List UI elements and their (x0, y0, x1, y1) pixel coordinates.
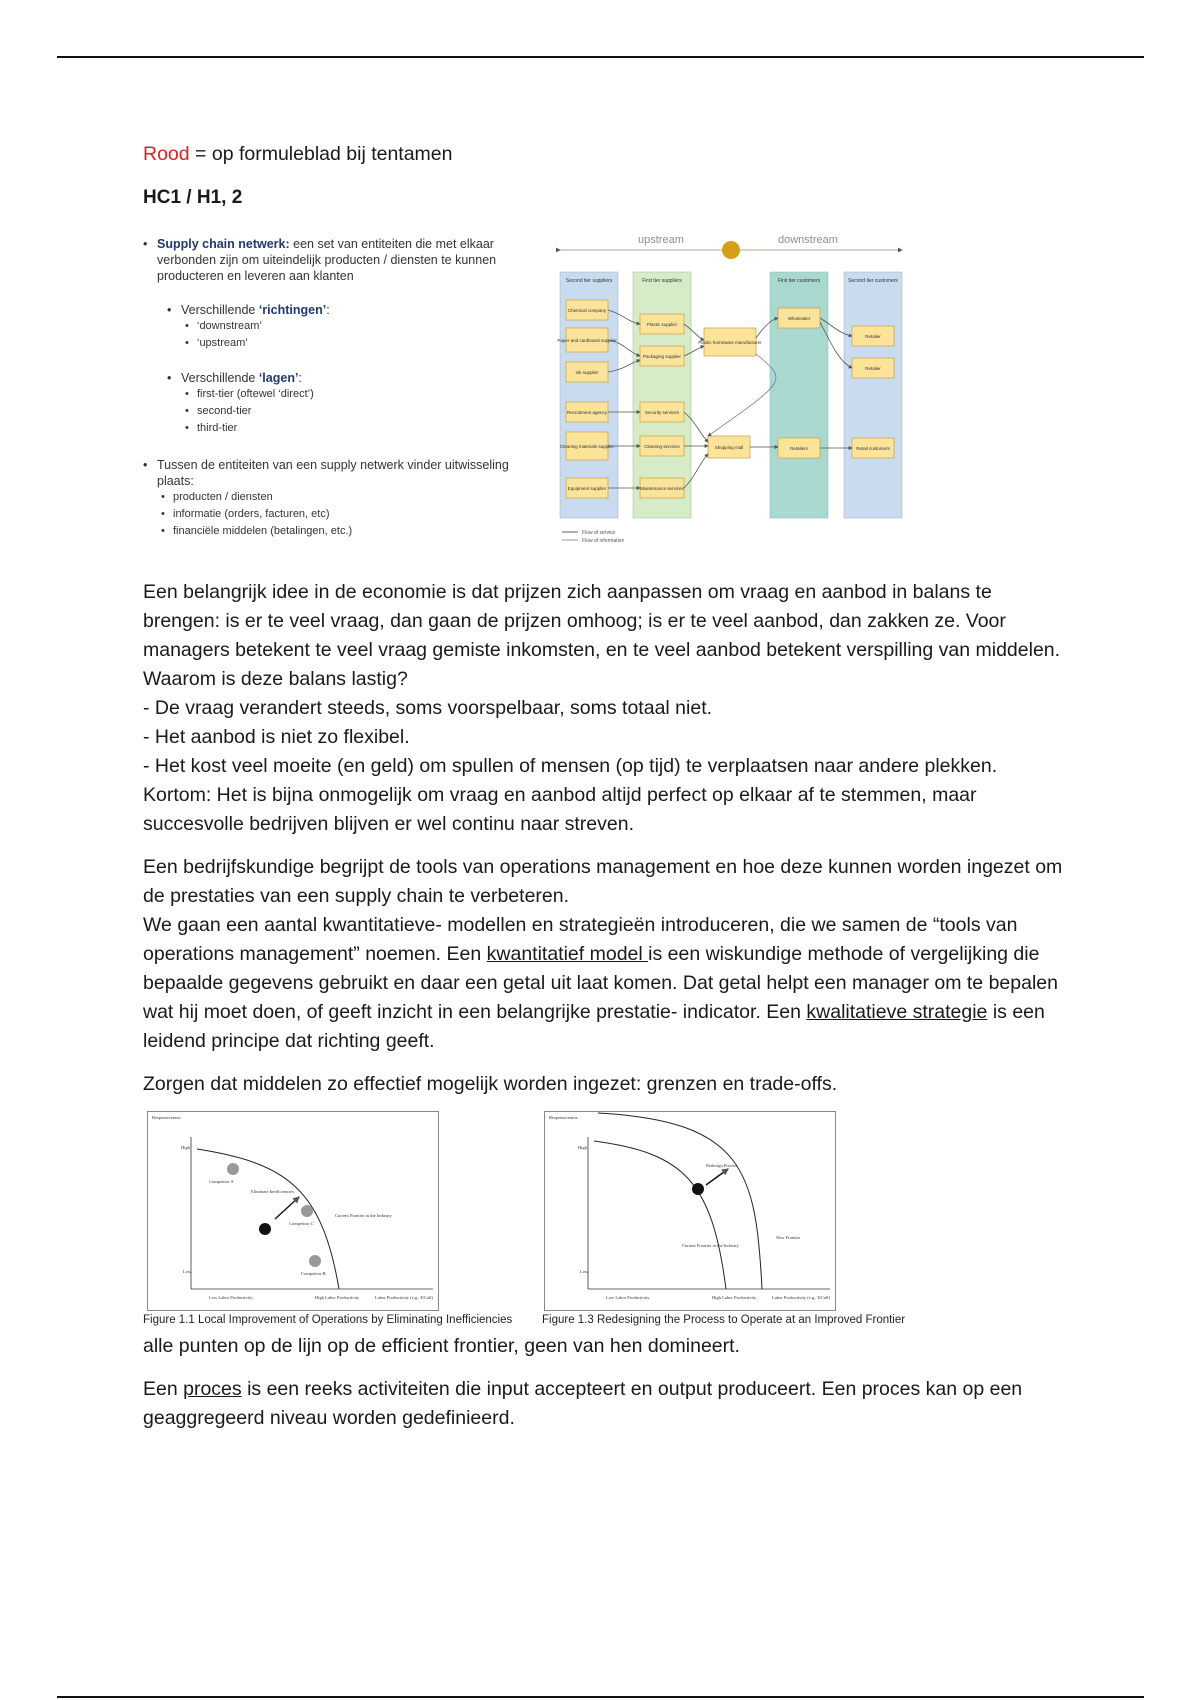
bullet-pre: Verschillende (181, 371, 259, 385)
bullet-bold: ‘lagen’ (258, 371, 299, 385)
top-rule (57, 56, 1144, 58)
box-label: Shopping mall (714, 445, 744, 450)
own-company-point (692, 1183, 704, 1195)
bullet-directions (143, 302, 513, 318)
figure-1-3-chart (544, 1111, 836, 1311)
legend-line (143, 140, 1073, 169)
tick-label-x: Low Labor Productivity (209, 1295, 253, 1300)
text-span: is een reeks activiteiten die input accepteert en output produceert. Een proces kan op een geaggregeerd niveau worden gedefinieerd. (143, 1378, 1023, 1429)
tick-label-x: High Labor Productivity (712, 1295, 757, 1300)
legend-entry: Flow of information (582, 538, 625, 544)
text-span: is een wiskundige methode of vergelijking die bepaalde gegevens gebruikt en daar een getal uit laat komen. Dat getal helpt een manager om te bepalen wat hij moet doen, of geeft inzicht in een belangrijke prestatie- indicator. Een (143, 943, 1058, 1023)
box-label: Packaging supplier (642, 354, 682, 359)
text-span: is een leidend principe dat richting geeft. (143, 1001, 1045, 1052)
box-label: Chemical company (567, 308, 607, 313)
box-label: Equipment supplier (567, 486, 607, 491)
bullet-exchange: • Tussen de entiteiten van een supply netwerk vinder uitwisseling plaats: (143, 457, 513, 489)
competitor-a-point (227, 1163, 239, 1175)
bullet-post: : (326, 303, 330, 317)
competitor-b-point (309, 1255, 321, 1267)
upstream-label: upstream (638, 234, 684, 246)
box-label: Retail customers (856, 446, 890, 451)
supply-network-diagram (548, 230, 1068, 562)
bullet-definition (143, 236, 513, 284)
bullet-layers (143, 370, 513, 386)
list-item: • producten / diensten (143, 489, 513, 506)
paragraph-tradeoffs: Zorgen dat middelen zo effectief mogelijk worden ingezet: grenzen en trade-offs. (143, 1073, 838, 1095)
downstream-label: downstream (778, 234, 838, 246)
competitor-c-point (301, 1205, 313, 1217)
text-span: Een (143, 1378, 184, 1400)
point-label: Competitor C (289, 1221, 314, 1226)
list-item: • ‘upstream’ (143, 335, 513, 352)
box-label: Retailer (865, 334, 881, 339)
paragraph-line: - Het aanbod is niet zo flexibel. (143, 726, 410, 748)
box-label: Maintenance services (640, 486, 684, 491)
paragraph-line: Een bedrijfskundige begrijpt de tools van operations management en hoe deze kunnen worden ingezet om de prestaties van een supply chain te verbeteren. (143, 856, 1063, 907)
legend-text: = op formuleblad bij tentamen (189, 143, 453, 165)
paragraph-line: Waarom is deze balans lastig? (143, 668, 408, 690)
figure-1-1-chart (147, 1111, 439, 1311)
box-label: Retailer (865, 366, 881, 371)
direction-axis (560, 234, 902, 259)
box-label: Wholesaler (787, 316, 811, 321)
bullet-title: Supply chain netwerk: (157, 237, 290, 251)
term-proces: proces (183, 1378, 242, 1400)
term-kwantitatief-model: kwantitatief model (486, 943, 649, 965)
box-label: Cleaning services (644, 444, 680, 449)
paragraph-process (143, 1375, 1073, 1433)
axis-label-x: Labor Productivity (e.g., $/Call) (772, 1295, 830, 1300)
paragraph-line (143, 911, 1073, 1056)
tick-label-high: High (181, 1145, 190, 1150)
tick-label-low: Low (580, 1269, 589, 1274)
red-word: Rood (143, 143, 190, 165)
term-kwalitatieve-strategie: kwalitatieve strategie (806, 1001, 988, 1023)
bottom-rule (57, 1696, 1144, 1698)
list-item: • third-tier (143, 420, 513, 437)
frontier-label: New Frontier (776, 1235, 801, 1240)
section-heading: HC1 / H1, 2 (143, 187, 243, 208)
annotation-label: Redesign Process (706, 1163, 738, 1168)
paragraph-tools (143, 853, 1073, 1056)
list-item: • ‘downstream’ (143, 318, 513, 335)
focal-dot (722, 241, 740, 259)
bullet-pre: Verschillende (181, 303, 259, 317)
box-label: Recruitment agency (566, 410, 608, 415)
box-label: Paper and cardboard supplier (557, 338, 617, 343)
tick-label-x: High Labor Productivity (315, 1295, 360, 1300)
box-label: Plastic homeware manufacturer (698, 340, 762, 345)
list-item: • second-tier (143, 403, 513, 420)
column-label: Second tier suppliers (565, 278, 613, 284)
column-label: First tier suppliers (642, 278, 682, 284)
column-second-tier-customers (844, 272, 902, 518)
bullet-text: een set van entiteiten die met elkaar verbonden zijn om uiteindelijk producten / diensten te kunnen producteren en leveren aan klanten (157, 237, 497, 283)
box-label: Ink supplier (575, 370, 599, 375)
own-company-point (259, 1223, 271, 1235)
paragraph-line: - De vraag verandert steeds, soms voorspelbaar, soms totaal niet. (143, 697, 713, 719)
network-legend (562, 530, 624, 544)
point-label: Competitor A (209, 1179, 234, 1184)
figure-1-3-caption: Figure 1.3 Redesigning the Process to Operate at an Improved Frontier (542, 1314, 906, 1326)
box-label: Plastic supplier (646, 322, 678, 327)
tick-label-high: High (578, 1145, 587, 1150)
paragraph-line: - Het kost veel moeite (en geld) om spullen of mensen (op tijd) te verplaatsen naar andere plekken. (143, 755, 998, 777)
legend-entry: Flow of service (582, 530, 616, 536)
annotation-label: Eliminate Inefficiencies (251, 1189, 295, 1194)
axis-label-x: Labor Productivity (e.g., $/Call) (375, 1295, 433, 1300)
paragraph-frontier: alle punten op de lijn op de efficient frontier, geen van hen domineert. (143, 1335, 740, 1357)
frontier-figures (143, 1111, 1073, 1336)
point-label: Competitor B (301, 1271, 326, 1276)
slide-bullets (143, 236, 513, 540)
text-span: We gaan een aantal kwantitatieve- modellen en strategieën introduceren, die we samen de “tools van operations management” noemen. Een (143, 914, 1018, 965)
frontier-label: Current Frontier in the Industry (682, 1243, 739, 1248)
list-item: • financiële middelen (betalingen, etc.) (143, 523, 513, 540)
paragraph-balance (143, 578, 1073, 839)
paragraph-line: Een belangrijk idee in de economie is dat prijzen zich aanpassen om vraag en aanbod in balans te brengen: is er te veel vraag, dan gaan de prijzen omhoog; is er te veel aanbod, dan zakken ze. Voor managers betekent te veel vraag gemiste inkomsten, en te veel aanbod betekent verspilling van middelen. (143, 581, 1061, 661)
list-item: • first-tier (oftewel ‘direct’) (143, 386, 513, 403)
bullet-bold: ‘richtingen’ (258, 303, 327, 317)
tick-label-x: Low Labor Productivity (606, 1295, 650, 1300)
page-content (143, 140, 1073, 1433)
column-label: First tier customers (777, 278, 821, 284)
column-label: Second tier customers (848, 278, 898, 284)
list-item: • informatie (orders, facturen, etc) (143, 506, 513, 523)
axis-label-y: Responsiveness (152, 1115, 181, 1120)
frontier-label: Current Frontier in the Industry (335, 1213, 392, 1218)
paragraph-line: Kortom: Het is bijna onmogelijk om vraag en aanbod altijd perfect op elkaar af te stemmen, maar succesvolle bedrijven blijven er wel continu naar streven. (143, 784, 977, 835)
axis-label-y: Responsiveness (549, 1115, 578, 1120)
box-label: Security services (644, 410, 680, 415)
figure-1-1-caption: Figure 1.1 Local Improvement of Operations by Eliminating Inefficiencies (143, 1314, 513, 1326)
bullet-post: : (298, 371, 302, 385)
box-label: Retailers (790, 446, 808, 451)
tick-label-low: Low (183, 1269, 192, 1274)
supply-chain-figure (143, 230, 1073, 568)
box-label: Cleaning materials supplier (559, 444, 615, 449)
